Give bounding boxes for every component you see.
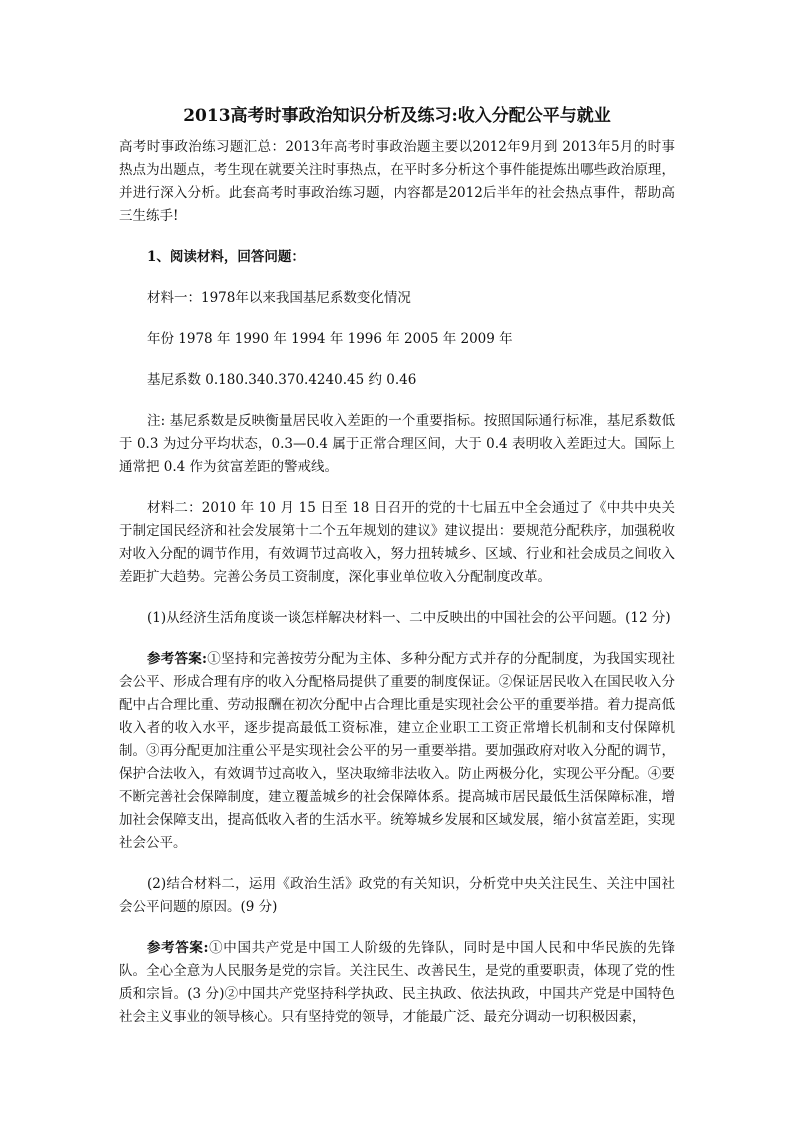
gini-note: 注: 基尼系数是反映衡量居民收入差距的一个重要指标。按照国际通行标准，基尼系数低于 0.3 为过分平均状态，0.3—0.4 属于正常合理区间，大于 0.4 表明收入差距过大。国际上通常把 0.4 作为贫富差距的警戒线。 [119, 413, 675, 475]
answer-label: 参考答案: [147, 940, 209, 956]
answer-1 [119, 648, 675, 855]
question-1: (1)从经济生活角度谈一谈怎样解决材料一、二中反映出的中国社会的公平问题。(12 分) [147, 610, 671, 626]
answer-2 [119, 937, 675, 1029]
question-2: (2)结合材料二，运用《政治生活》政党的有关知识，分析党中央关注民生、关注中国社会公平问题的原因。(9 分) [119, 876, 675, 915]
question-heading: 1、阅读材料，回答问题： [147, 249, 305, 265]
material2-paragraph: 材料二：2010 年 10 月 15 日至 18 日召开的党的十七届五中全会通过了《中共中央关于制定国民经济和社会发展第十二个五年规划的建议》建议提出：要规范分配秩序，加强税收对收入分配的调节作用，有效调节过高收入，努力扭转城乡、区域、行业和社会成员之间收入差距扩大趋势。完善公务员工资制度，深化事业单位收入分配制度改革。 [119, 500, 675, 585]
intro-paragraph: 高考时事政治练习题汇总：2013年高考时事政治题主要以2012年9月到 2013年5月的时事热点为出题点，考生现在就要关注时事热点，在平时多分析这个事件能提炼出哪些政治原理，并进行深入分析。此套高考时事政治练习题，内容都是2012后半年的社会热点事件，帮助高三生练手! [119, 139, 675, 224]
answer-label: 参考答案: [147, 651, 208, 667]
document-page [119, 104, 675, 1029]
answer-2-text: ①中国共产党是中国工人阶级的先锋队，同时是中国人民和中华民族的先锋队。全心全意为人民服务是党的宗旨。关注民生、改善民生，是党的重要职责，体现了党的性质和宗旨。(3 分)②中国共产党坚持科学执政、民主执政、依法执政，中国共产党是中国特色社会主义事业的领导核心。只有坚持党的领导，才能最广泛、最充分调动一切积极因素， [119, 940, 676, 1025]
answer-1-text: ①坚持和完善按劳分配为主体、多种分配方式并存的分配制度，为我国实现社会公平、形成合理有序的收入分配格局提供了重要的制度保证。②保证居民收入在国民收入分配中占合理比重、劳动报酬在初次分配中占合理比重是实现社会公平的重要举措。着力提高低收入者的收入水平，逐步提高最低工资标准，建立企业职工工资正常增长机制和支付保障机制。③再分配更加注重公平是实现社会公平的另一重要举措。要加强政府对收入分配的调节，保护合法收入，有效调节过高收入，坚决取缔非法收入。防止两极分化，实现公平分配。④要不断完善社会保障制度，建立覆盖城乡的社会保障体系。提高城市居民最低生活保障标准，增加社会保障支出，提高低收入者的生活水平。统筹城乡发展和区域发展，缩小贫富差距，实现社会公平。 [119, 651, 676, 851]
document-title: 2013高考时事政治知识分析及练习:收入分配公平与就业 [183, 106, 611, 126]
material1-title: 材料一：1978年以来我国基尼系数变化情况 [147, 290, 411, 306]
years-row: 年份 1978 年 1990 年 1994 年 1996 年 2005 年 2009 年 [147, 331, 513, 347]
gini-row: 基尼系数 0.180.340.370.4240.45 约 0.46 [147, 372, 417, 388]
